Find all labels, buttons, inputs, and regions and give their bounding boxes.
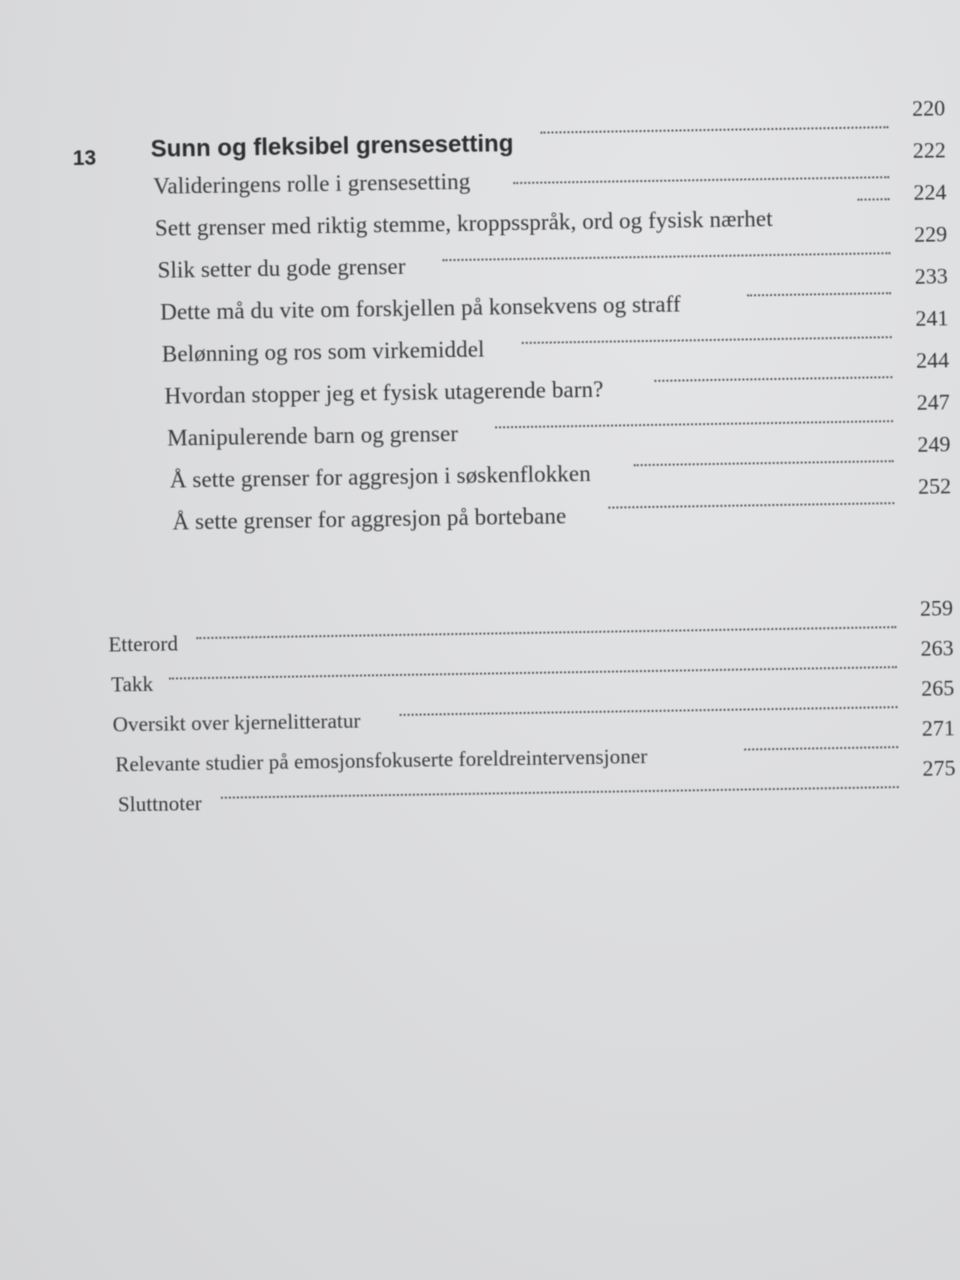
- toc-entry-title: Etterord: [108, 631, 179, 657]
- toc-entry-page: 271: [921, 715, 956, 741]
- toc-entry-page: 265: [921, 675, 955, 701]
- toc-entry-page: 224: [913, 179, 947, 205]
- toc-entry-title: Å sette grenser for aggresjon på bortebane: [172, 503, 567, 535]
- toc-leader-dots: [522, 336, 892, 344]
- toc-leader-dots: [654, 376, 892, 382]
- toc-entry-title: Hvordan stopper jeg et fysisk utagerende barn?: [164, 376, 604, 409]
- toc-entry-page: 247: [916, 389, 950, 415]
- toc-entry-page: 252: [917, 473, 952, 499]
- toc-entry-page: 259: [919, 595, 954, 621]
- toc-leader-dots: [400, 706, 898, 716]
- chapter-title: Sunn og fleksibel grensesetting: [150, 130, 514, 163]
- chapter-number: 13: [72, 146, 97, 170]
- toc-leader-dots: [196, 626, 896, 639]
- toc-leader-dots: [858, 198, 890, 201]
- toc-leader-dots: [169, 666, 897, 679]
- toc-entry-page: 249: [917, 431, 951, 457]
- toc-leader-dots: [442, 252, 890, 261]
- toc-entry-page: 244: [915, 347, 950, 373]
- toc-entry-title: Valideringens rolle i grensesetting: [153, 168, 471, 199]
- toc-leader-dots: [221, 786, 899, 799]
- toc-entry-page: 229: [913, 221, 948, 247]
- toc-leader-dots: [744, 746, 898, 750]
- toc-entry-page: 233: [914, 263, 948, 289]
- toc-leader-dots: [495, 420, 893, 428]
- toc-entry-page: 275: [922, 755, 956, 781]
- chapter-page-number: 220: [911, 95, 946, 121]
- toc-entry-title: Sluttnoter: [117, 791, 202, 817]
- toc-entry-page: 241: [915, 305, 949, 331]
- toc-entry-title: Oversikt over kjernelitteratur: [112, 708, 361, 737]
- toc-entry-title: Sett grenser med riktig stemme, kroppsspråk, ord og fysisk nærhet: [154, 206, 773, 241]
- toc-leader-dots: [513, 176, 889, 184]
- toc-entry-title: Manipulerende barn og grenser: [167, 420, 459, 451]
- toc-entry-title: Relevante studier på emosjonsfokuserte foreldreintervensjoner: [115, 744, 648, 777]
- toc-entry-page: 222: [912, 137, 946, 163]
- toc-leader-dots: [608, 502, 894, 508]
- toc-entry-title: Slik setter du gode grenser: [157, 253, 406, 283]
- toc-leader-dots: [634, 460, 894, 466]
- toc-entry-page: 263: [920, 635, 954, 661]
- toc-leader-dots: [747, 292, 891, 296]
- toc-entry-title: Å sette grenser for aggresjon i søskenflokken: [169, 460, 591, 493]
- toc-entry-title: Belønning og ros som virkemiddel: [161, 336, 485, 367]
- chapter-leader-dots: [540, 126, 888, 133]
- toc-entry-title: Takk: [110, 671, 154, 697]
- toc-entry-title: Dette må du vite om forskjellen på konsekvens og straff: [160, 291, 681, 325]
